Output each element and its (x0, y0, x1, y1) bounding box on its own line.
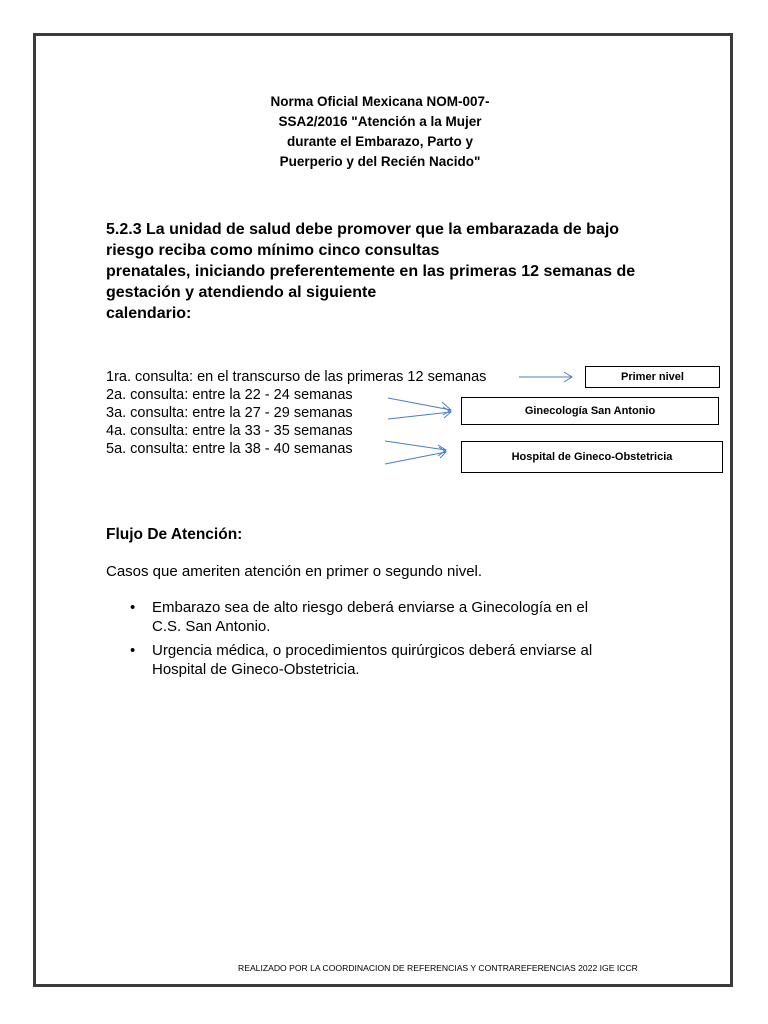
destination-hospital (461, 441, 723, 473)
norm-paragraph (106, 219, 706, 324)
title-line: durante el Embarazo, Parto y (286, 134, 474, 149)
flow-bullet-list (106, 598, 666, 684)
consultation-item: 4a. consulta: entre la 33 - 35 semanas (106, 423, 353, 439)
flow-intro: Casos que ameriten atención en primer o segundo nivel. (106, 563, 483, 580)
destination-label: Ginecología San Antonio (524, 405, 656, 417)
page-border (33, 33, 733, 987)
title-line: SSA2/2016 "Atención a la Mujer (278, 114, 482, 129)
list-item (106, 598, 666, 636)
destination-label: Hospital de Gineco-Obstetricia (511, 451, 673, 463)
consultation-item: 5a. consulta: entre la 38 - 40 semanas (106, 441, 353, 457)
destination-primer-nivel (585, 366, 720, 388)
bullet-line: Urgencia médica, o procedimientos quirúrgicos deberá enviarse al (152, 642, 593, 659)
norm-line: riesgo reciba como mínimo cinco consultas (106, 242, 440, 259)
bullet-line: Hospital de Gineco-Obstetricia. (152, 661, 360, 678)
consultation-item: 3a. consulta: entre la 27 - 29 semanas (106, 405, 353, 421)
bullet-line: C.S. San Antonio. (152, 618, 271, 635)
title-line: Puerperio y del Recién Nacido" (279, 154, 481, 169)
norm-line: prenatales, iniciando preferentemente en las primeras 12 semanas de (106, 263, 636, 280)
title-line: Norma Oficial Mexicana NOM-007- (270, 94, 490, 109)
consultation-item: 1ra. consulta: en el transcurso de las primeras 12 semanas (106, 369, 487, 385)
bullet-icon: • (130, 599, 136, 616)
destination-ginecologia (461, 397, 719, 425)
consultation-calendar (106, 368, 486, 458)
norm-line: gestación y atendiendo al siguiente (106, 284, 377, 301)
bullet-line: Embarazo sea de alto riesgo deberá enviarse a Ginecología en el (152, 599, 589, 616)
norm-line: calendario: (106, 305, 192, 322)
norm-line: 5.2.3 La unidad de salud debe promover que la embarazada de bajo (106, 221, 620, 238)
destination-label: Primer nivel (621, 371, 684, 383)
bullet-icon: • (130, 642, 136, 659)
flow-heading: Flujo De Atención: (106, 526, 243, 543)
consultation-item: 2a. consulta: entre la 22 - 24 semanas (106, 387, 353, 403)
list-item (106, 641, 666, 679)
document-title (230, 92, 530, 172)
footer-credit: REALIZADO POR LA COORDINACION DE REFERENCIAS Y CONTRAREFERENCIAS 2022 IGE ICCR (238, 963, 638, 973)
